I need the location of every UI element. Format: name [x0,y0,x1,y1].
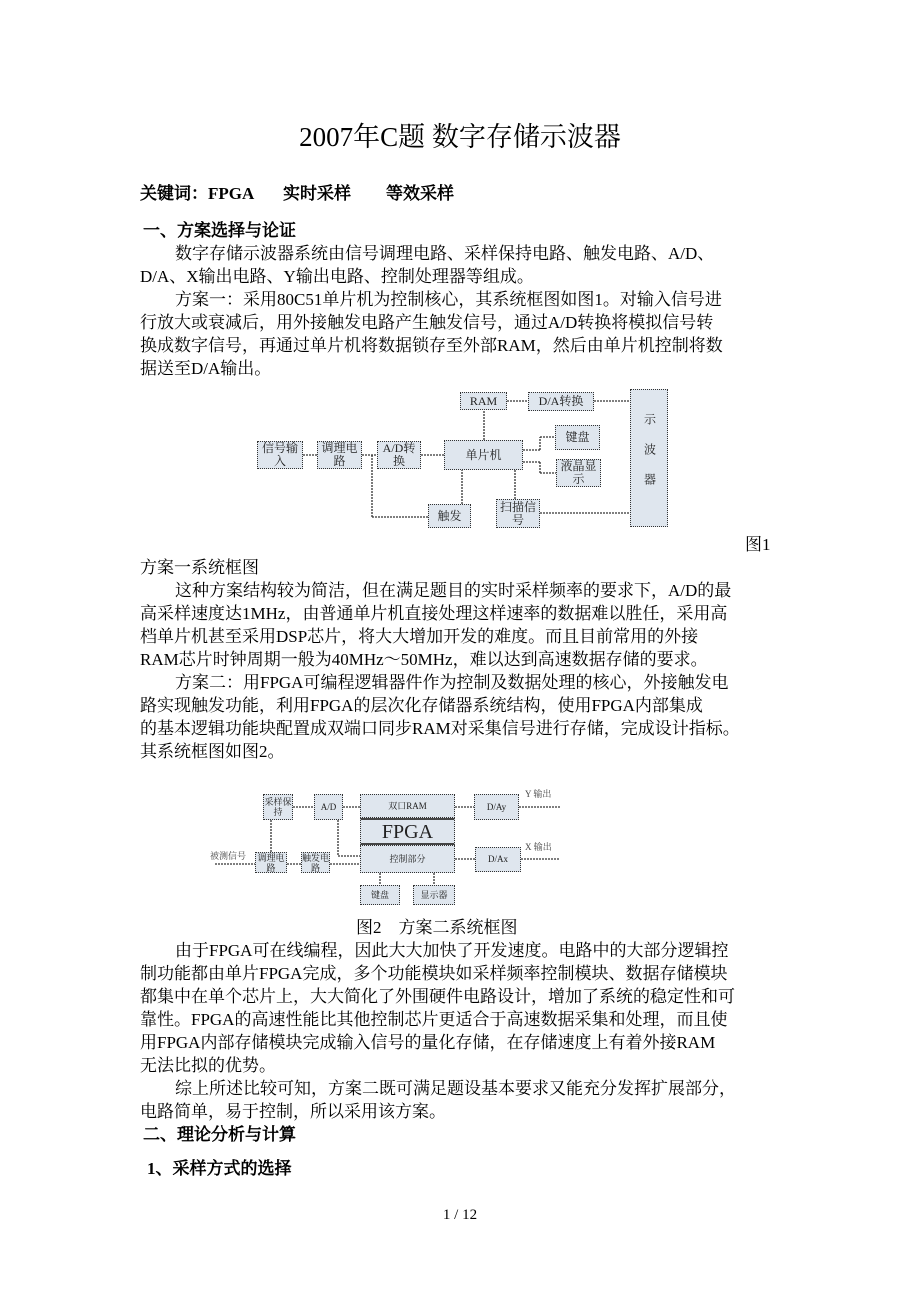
text-line: 制功能都由单片FPGA完成，多个功能模块如采样频率控制模块、数据存储模块 [140,964,728,983]
figure-1-number: 图1 [745,535,771,554]
figure-1-caption: 方案一系统框图 [140,558,259,577]
box-conditioning: 调理电路 [317,441,362,469]
page-title: 2007年C题 数字存储示波器 [299,122,621,152]
box-keyboard: 键盘 [360,885,400,905]
box-signal-input: 信号输入 [257,441,303,469]
box-oscilloscope: 示波器 [630,389,668,527]
text-line: 靠性。FPGA的高速性能比其他控制芯片更适合于高速数据采集和处理，而且使 [140,1010,728,1029]
text-line: 由于FPGA可在线编程，因此大大加快了开发速度。电路中的大部分逻辑控 [175,941,729,960]
section-heading: 一、方案选择与论证 [143,221,296,240]
text-line: RAM芯片时钟周期一般为40MHz～50MHz，难以达到高速数据存储的要求。 [140,650,708,669]
box-mcu: 单片机 [444,440,523,470]
box-da-y: D/Ay [474,794,519,820]
box-dual-port-ram: 双口RAM [360,794,455,818]
box-ram: RAM [460,392,507,410]
text-line: 据送至D/A输出。 [140,359,272,378]
box-display: 显示器 [413,885,455,905]
text-line: D/A、X输出电路、Y输出电路、控制处理器等组成。 [140,267,534,286]
text-line: 方案二：用FPGA可编程逻辑器件作为控制及数据处理的核心，外接触发电 [175,673,729,692]
box-scan-signal: 扫描信号 [496,499,540,528]
section-heading: 二、理论分析与计算 [143,1125,296,1144]
box-sample-hold: 采样保持 [263,794,293,820]
box-trigger: 触发 [428,504,471,528]
box-control-unit: 控制部分 [360,845,455,873]
text-line: 无法比拟的优势。 [140,1056,276,1075]
text-line: 路实现触发功能，利用FPGA的层次化存储器系统结构，使用FPGA内部集成 [140,696,703,715]
input-signal-label: 被测信号 [210,851,247,861]
text-line: 用FPGA内部存储模块完成输入信号的量化存储，在存储速度上有着外接RAM [140,1033,716,1052]
text-line: 电路简单，易于控制，所以采用该方案。 [140,1102,446,1121]
text-line: 档单片机甚至采用DSP芯片，将大大增加开发的难度。而且目前常用的外接 [140,627,699,646]
x-output-label: X 输出 [525,842,552,852]
page-number: 1 / 12 [442,1207,478,1223]
text-line: 综上所述比较可知，方案二既可满足题设基本要求又能充分发挥扩展部分， [175,1079,736,1098]
text-line: 数字存储示波器系统由信号调理电路、采样保持电路、触发电路、A/D、 [175,244,715,263]
figure-2-caption: 图2 方案二系统框图 [356,918,518,937]
text-line: 行放大或衰减后，用外接触发电路产生触发信号，通过A/D转换将模拟信号转 [140,313,714,332]
box-da-x: D/Ax [475,847,521,872]
box-keyboard: 键盘 [555,425,600,450]
box-lcd: 液晶显示 [556,459,601,487]
box-trigger-circuit: 触发电路 [302,852,330,873]
box-adc: A/D [314,794,343,820]
text-line: 的基本逻辑功能块配置成双端口同步RAM对采集信号进行存储，完成设计指标。 [140,719,740,738]
box-fpga: FPGA [360,818,455,845]
text-line: 都集中在单个芯片上，大大简化了外围硬件电路设计，增加了系统的稳定性和可 [140,987,735,1006]
keyword: 实时采样 [283,184,351,203]
text-line: 方案一：采用80C51单片机为控制核心，其系统框图如图1。对输入信号进 [175,290,722,309]
text-line: 高采样速度达1MHz，由普通单片机直接处理这样速率的数据难以胜任，采用高 [140,604,728,623]
keywords-label: 关键词：FPGA [140,184,255,203]
box-conditioning: 调理电路 [255,852,287,873]
subsection-heading: 1、采样方式的选择 [147,1159,292,1178]
y-output-label: Y 输出 [525,789,552,799]
text-line: 其系统框图如图2。 [140,742,285,761]
text-line: 换成数字信号，再通过单片机将数据锁存至外部RAM，然后由单片机控制将数 [140,336,723,355]
box-adc: A/D转换 [377,441,421,469]
box-dac: D/A转换 [528,392,594,411]
keyword: 等效采样 [386,184,454,203]
text-line: 这种方案结构较为简洁，但在满足题目的实时采样频率的要求下，A/D的最 [175,581,732,600]
